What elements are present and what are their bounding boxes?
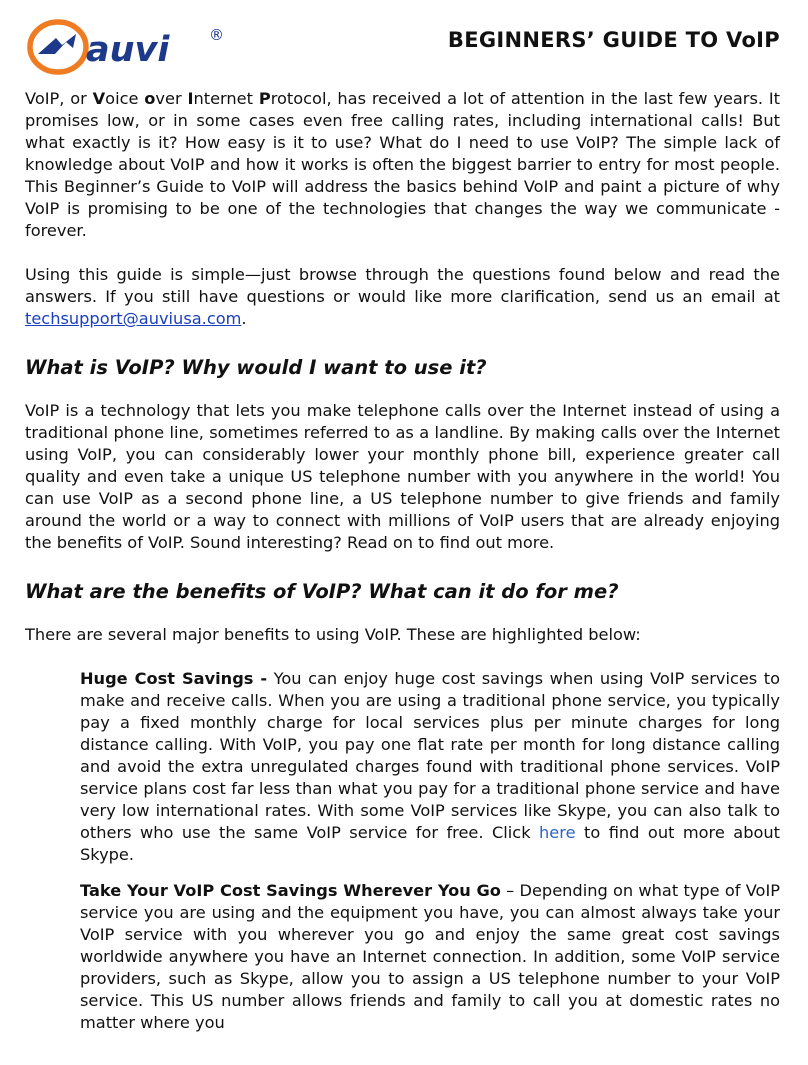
benefit-title: Take Your VoIP Cost Savings Wherever You Go	[80, 881, 501, 900]
logo-arrow-mark	[38, 34, 76, 54]
section-heading-what-is-voip: What is VoIP? Why would I want to use it?	[25, 356, 487, 379]
auvi-logo	[26, 18, 236, 76]
skype-here-link[interactable]: here	[539, 823, 576, 842]
benefit-title: Huge Cost Savings -	[80, 669, 268, 688]
benefits-intro-paragraph: There are several major benefits to using VoIP. These are highlighted below:	[25, 625, 641, 644]
section-heading-benefits: What are the benefits of VoIP? What can it do for me?	[25, 580, 619, 603]
logo-wordmark: auvi	[86, 30, 170, 70]
document-body	[25, 88, 780, 1048]
document-title: BEGINNERS’ GUIDE TO VoIP	[447, 28, 780, 52]
benefit-portable-savings: Take Your VoIP Cost Savings Wherever You Go – Depending on what type of VoIP service you are using and the equipment you have, you can almost always take your VoIP service with you wherever you go and enjoy the same great cost savings worldwide anywhere you have an Internet connection. In addition, some VoIP service providers, such as Skype, allow you to assign a US telephone number to your VoIP service. This US number allows friends and family to call you at domestic rates no matter where you	[80, 881, 780, 1032]
benefit-cost-savings: Huge Cost Savings - You can enjoy huge cost savings when using VoIP services to make and receive calls. When you are using a traditional phone service, you typically pay a fixed monthly charge for local services plus per minute charges for long distance calling. With VoIP, you pay one flat rate per month for long distance calling and avoid the extra unregulated charges found with traditional phone services. VoIP service plans cost far less than what you pay for a traditional phone service and have very low international rates. With some VoIP services like Skype, you can also talk to others who use the same VoIP service for free. Click here to find out more about Skype.	[80, 669, 780, 864]
what-is-voip-paragraph: VoIP is a technology that lets you make telephone calls over the Internet instead of using a traditional phone line, sometimes referred to as a landline. By making calls over the Internet using VoIP, you can considerably lower your monthly phone bill, experience greater call quality and even take a unique US telephone number with you anywhere in the world! You can use VoIP as a second phone line, a US telephone number to give friends and family around the world or a way to connect with millions of VoIP users that are already enjoying the benefits of VoIP. Sound interesting? Read on to find out more.	[25, 401, 780, 552]
guide-usage-paragraph: Using this guide is simple—just browse through the questions found below and read the answers. If you still have questions or would like more clarification, send us an email at techsupport@auviusa.com.	[25, 265, 780, 328]
page-header	[0, 0, 808, 80]
support-email-link[interactable]: techsupport@auviusa.com	[25, 309, 242, 328]
logo-registered-mark: ®	[209, 26, 224, 44]
intro-paragraph: VoIP, or Voice over Internet Protocol, has received a lot of attention in the last few years. It promises low, or in some cases even free calling rates, including international calls! But what exactly is it? How easy is it to use? What do I need to use VoIP? The simple lack of knowledge about VoIP and how it works is often the biggest barrier to entry for most people. This Beginner’s Guide to VoIP will address the basics behind VoIP and paint a picture of why VoIP is promising to be one of the technologies that changes the way we communicate - forever.	[25, 89, 781, 240]
